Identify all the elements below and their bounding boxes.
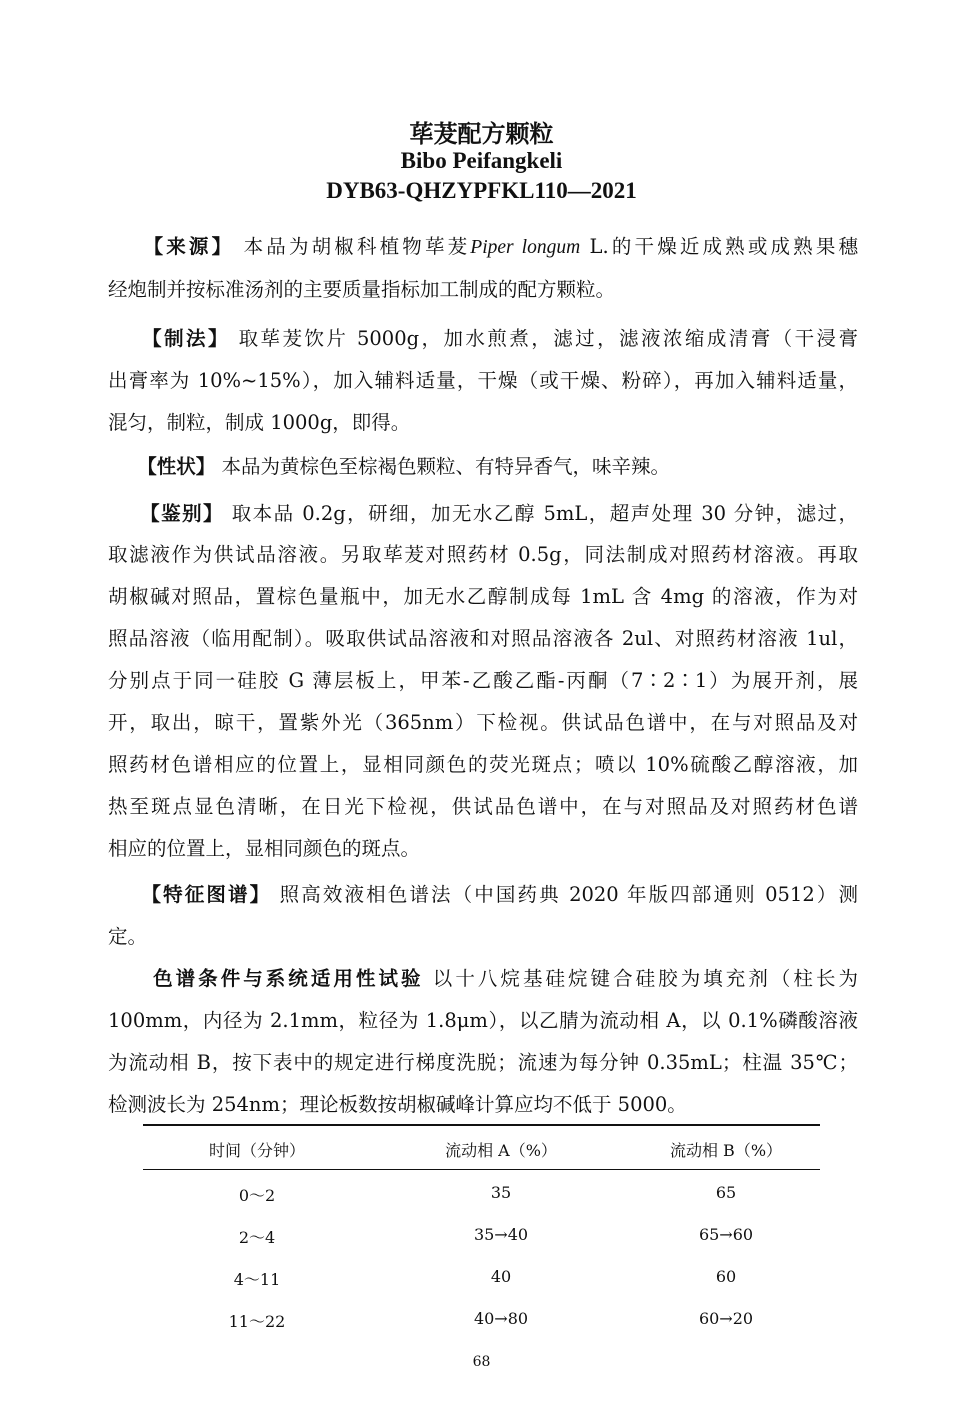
- preparation-line-3: 混匀，制粒，制成 1000g，即得。: [108, 411, 411, 434]
- table-cell-phase-a: 35→40: [473, 1225, 529, 1244]
- table-cell-phase-b: 60→20: [698, 1309, 754, 1328]
- table-top-rule: [143, 1124, 820, 1126]
- identification-line-2: 取滤液作为供试品溶液。另取荜茇对照药材 0.5g，同法制成对照药材溶液。再取: [108, 543, 858, 566]
- conditions-line-1: 色谱条件与系统适用性试验 以十八烷基硅烷键合硅胶为填充剂（柱长为: [153, 967, 858, 990]
- identification-line-1: 【鉴别】 取本品 0.2g，研细，加无水乙醇 5mL，超声处理 30 分钟，滤过，: [149, 502, 858, 525]
- preparation-line-1: 【制法】 取荜茇饮片 5000g，加水煎煮，滤过，滤液浓缩成清膏（干浸膏: [151, 327, 859, 350]
- table-cell-phase-a: 35: [490, 1183, 512, 1202]
- identification-label: 【鉴别】: [149, 502, 225, 525]
- character-label: 【性状】: [147, 455, 216, 478]
- page-number: 68: [472, 1354, 491, 1370]
- table-cell-phase-b: 60: [715, 1267, 737, 1286]
- table-cell-time: 0～2: [238, 1186, 276, 1205]
- fingerprint-label: 【特征图谱】: [151, 883, 272, 906]
- table-cell-time: 4～11: [233, 1270, 281, 1289]
- conditions-label: 色谱条件与系统适用性试验: [153, 967, 424, 990]
- table-cell-phase-b: 65→60: [698, 1225, 754, 1244]
- table-cell-time: 2～4: [238, 1228, 276, 1247]
- title-pinyin: Bibo Peifangkeli: [400, 148, 563, 173]
- source-label: 【来源】: [153, 235, 235, 258]
- identification-line-3: 胡椒碱对照品，置棕色量瓶中，加无水乙醇制成每 1mL 含 4mg 的溶液，作为对: [108, 585, 858, 608]
- table-header-phase-a: 流动相 A（%）: [445, 1141, 557, 1160]
- title-standard-code: DYB63-QHZYPFKL110—2021: [326, 178, 637, 203]
- conditions-line-4: 检测波长为 254nm；理论板数按胡椒碱峰计算应均不低于 5000。: [108, 1093, 687, 1116]
- table-cell-phase-b: 65: [715, 1183, 737, 1202]
- conditions-line-2: 100mm，内径为 2.1mm，粒径为 1.8μm），以乙腈为流动相 A，以 0.1%磷酸溶液: [108, 1009, 858, 1032]
- character-line-1: 【性状】 本品为黄棕色至棕褐色颗粒、有特异香气，味辛辣。: [147, 455, 670, 478]
- preparation-label: 【制法】: [151, 327, 230, 350]
- latin-name: Piper longum: [470, 237, 581, 258]
- table-cell-phase-a: 40: [490, 1267, 512, 1286]
- preparation-line-2: 出膏率为 10%~15%），加入辅料适量，干燥（或干燥、粉碎），再加入辅料适量，: [108, 369, 858, 392]
- table-header-rule: [143, 1169, 820, 1170]
- conditions-line-3: 为流动相 B，按下表中的规定进行梯度洗脱；流速为每分钟 0.35mL；柱温 35℃；: [108, 1051, 858, 1074]
- source-line-2: 经炮制并按标准汤剂的主要质量指标加工制成的配方颗粒。: [108, 278, 616, 301]
- title-chinese: 荜茇配方颗粒: [409, 119, 554, 148]
- fingerprint-line-1: 【特征图谱】 照高效液相色谱法（中国药典 2020 年版四部通则 0512）测: [151, 883, 858, 906]
- identification-line-7: 照药材色谱相应的位置上，显相同颜色的荧光斑点；喷以 10%硫酸乙醇溶液，加: [108, 753, 858, 776]
- table-header-time: 时间（分钟）: [208, 1141, 305, 1160]
- table-cell-phase-a: 40→80: [473, 1309, 529, 1328]
- table-header-phase-b: 流动相 B（%）: [669, 1141, 783, 1160]
- identification-line-9: 相应的位置上，显相同颜色的斑点。: [108, 837, 421, 860]
- identification-line-6: 开，取出，晾干，置紫外光（365nm）下检视。供试品色谱中，在与对照品及对: [108, 711, 858, 734]
- identification-line-4: 照品溶液（临用配制）。吸取供试品溶液和对照品溶液各 2ul、对照药材溶液 1ul，: [108, 627, 858, 650]
- identification-line-5: 分别点于同一硅胶 G 薄层板上，甲苯-乙酸乙酯-丙酮（7∶2∶1）为展开剂，展: [108, 669, 858, 692]
- fingerprint-line-2: 定。: [108, 925, 148, 948]
- source-line-1: 【来源】 本品为胡椒科植物荜茇Piper longum L.的干燥近成熟或成熟果穗: [153, 235, 859, 258]
- identification-line-8: 热至斑点显色清晰，在日光下检视，供试品色谱中，在与对照品及对照药材色谱: [108, 795, 858, 818]
- table-cell-time: 11～22: [228, 1312, 286, 1331]
